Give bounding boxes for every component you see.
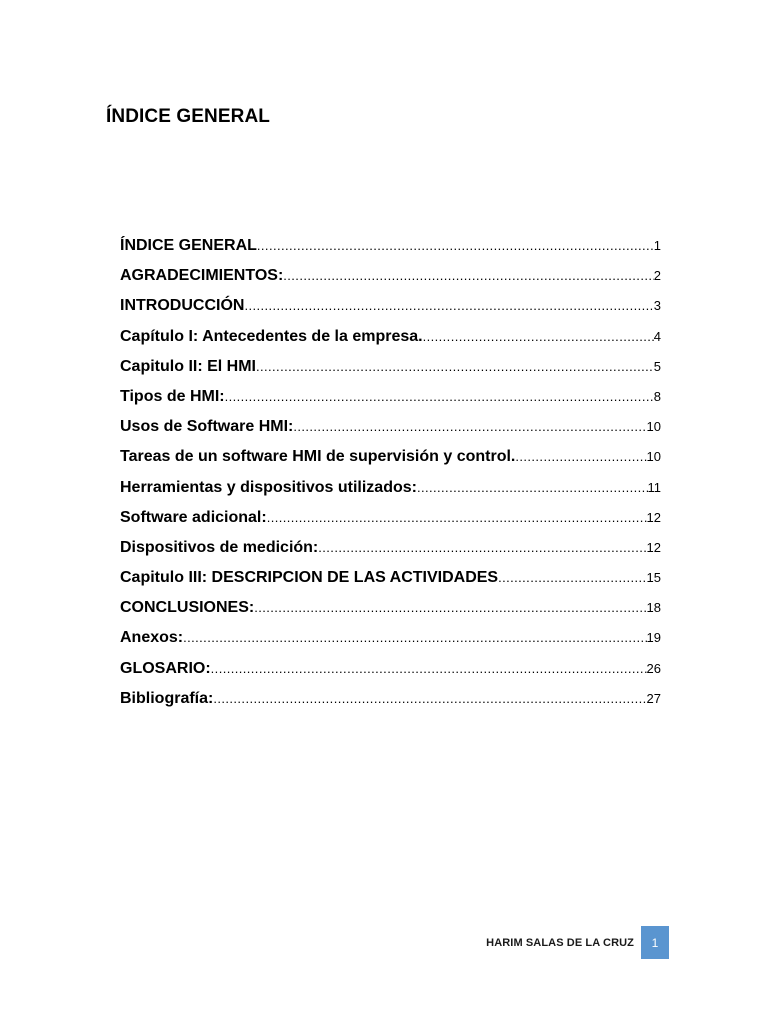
- toc-entry[interactable]: [120, 322, 661, 352]
- toc-entry-title: GLOSARIO:: [120, 659, 211, 677]
- toc-entry-page: 11: [647, 479, 661, 495]
- toc-entry-title: Bibliografía:: [120, 689, 214, 707]
- toc-entry[interactable]: [120, 382, 661, 412]
- table-of-contents: [120, 231, 661, 714]
- toc-entry-title: Capitulo II: El HMI: [120, 357, 256, 375]
- toc-entry-title: Tareas de un software HMI de supervisión y control.: [120, 448, 516, 466]
- toc-entry[interactable]: [120, 684, 661, 714]
- toc-dot-leader: [213, 684, 646, 714]
- toc-entry-title: ÍNDICE GENERAL: [120, 237, 257, 254]
- toc-entry-page: 3: [653, 298, 661, 314]
- toc-entry-page: 8: [653, 388, 661, 404]
- page-title: ÍNDICE GENERAL: [106, 106, 270, 127]
- toc-entry-page: 5: [653, 358, 661, 374]
- toc-entry-page: 27: [646, 690, 661, 706]
- toc-entry[interactable]: [120, 503, 661, 533]
- toc-entry[interactable]: [120, 261, 661, 291]
- page-footer: [470, 926, 669, 959]
- toc-entry[interactable]: [120, 352, 661, 382]
- toc-dot-leader: [423, 322, 654, 352]
- toc-dot-leader: [254, 593, 646, 623]
- toc-entry-title: Software adicional:: [120, 508, 267, 526]
- toc-entry-title: Usos de Software HMI:: [120, 418, 294, 436]
- toc-entry-page: 26: [646, 660, 661, 676]
- toc-dot-leader: [244, 291, 653, 321]
- toc-dot-leader: [283, 261, 654, 291]
- toc-entry[interactable]: [120, 654, 661, 684]
- toc-entry[interactable]: [120, 442, 661, 472]
- toc-entry-title: Tipos de HMI:: [120, 387, 225, 405]
- footer-author: HARIM SALAS DE LA CRUZ: [486, 936, 634, 949]
- toc-entry-title: Herramientas y dispositivos utilizados:: [120, 478, 417, 496]
- toc-entry-title: Capitulo III: DESCRIPCION DE LAS ACTIVIDADES: [120, 569, 499, 587]
- toc-entry-title: Dispositivos de medición:: [120, 538, 319, 556]
- toc-entry-page: 2: [653, 268, 661, 284]
- toc-entry[interactable]: [120, 473, 661, 503]
- toc-entry[interactable]: [120, 231, 661, 261]
- footer-page-number: 1: [641, 926, 669, 959]
- toc-entry-page: 18: [646, 600, 661, 616]
- toc-entry-page: 1: [653, 238, 661, 253]
- toc-dot-leader: [318, 533, 646, 563]
- toc-dot-leader: [257, 231, 654, 261]
- toc-dot-leader: [498, 563, 646, 593]
- toc-entry-page: 12: [646, 509, 661, 525]
- toc-entry[interactable]: [120, 563, 661, 593]
- toc-dot-leader: [183, 623, 646, 653]
- toc-entry[interactable]: [120, 412, 661, 442]
- toc-entry[interactable]: [120, 533, 661, 563]
- toc-entry-page: 15: [646, 570, 661, 586]
- toc-dot-leader: [267, 503, 647, 533]
- toc-entry-title: AGRADECIMIENTOS:: [120, 267, 284, 285]
- toc-entry-page: 12: [646, 539, 661, 555]
- toc-entry-title: Capítulo I: Antecedentes de la empresa.: [120, 327, 423, 345]
- toc-entry[interactable]: [120, 623, 661, 653]
- toc-dot-leader: [225, 382, 654, 412]
- toc-dot-leader: [417, 473, 648, 503]
- toc-entry-page: 10: [646, 449, 661, 465]
- toc-entry-page: 10: [646, 419, 661, 435]
- toc-entry-page: 4: [653, 328, 661, 344]
- toc-dot-leader: [293, 412, 646, 442]
- toc-entry-title: INTRODUCCIÓN: [120, 297, 245, 315]
- toc-entry-title: CONCLUSIONES:: [120, 599, 255, 617]
- toc-entry-title: Anexos:: [120, 629, 184, 647]
- toc-entry-page: 19: [646, 630, 661, 646]
- toc-entry[interactable]: [120, 593, 661, 623]
- toc-entry[interactable]: [120, 291, 661, 321]
- toc-dot-leader: [256, 352, 654, 382]
- toc-dot-leader: [515, 442, 646, 472]
- toc-dot-leader: [211, 654, 647, 684]
